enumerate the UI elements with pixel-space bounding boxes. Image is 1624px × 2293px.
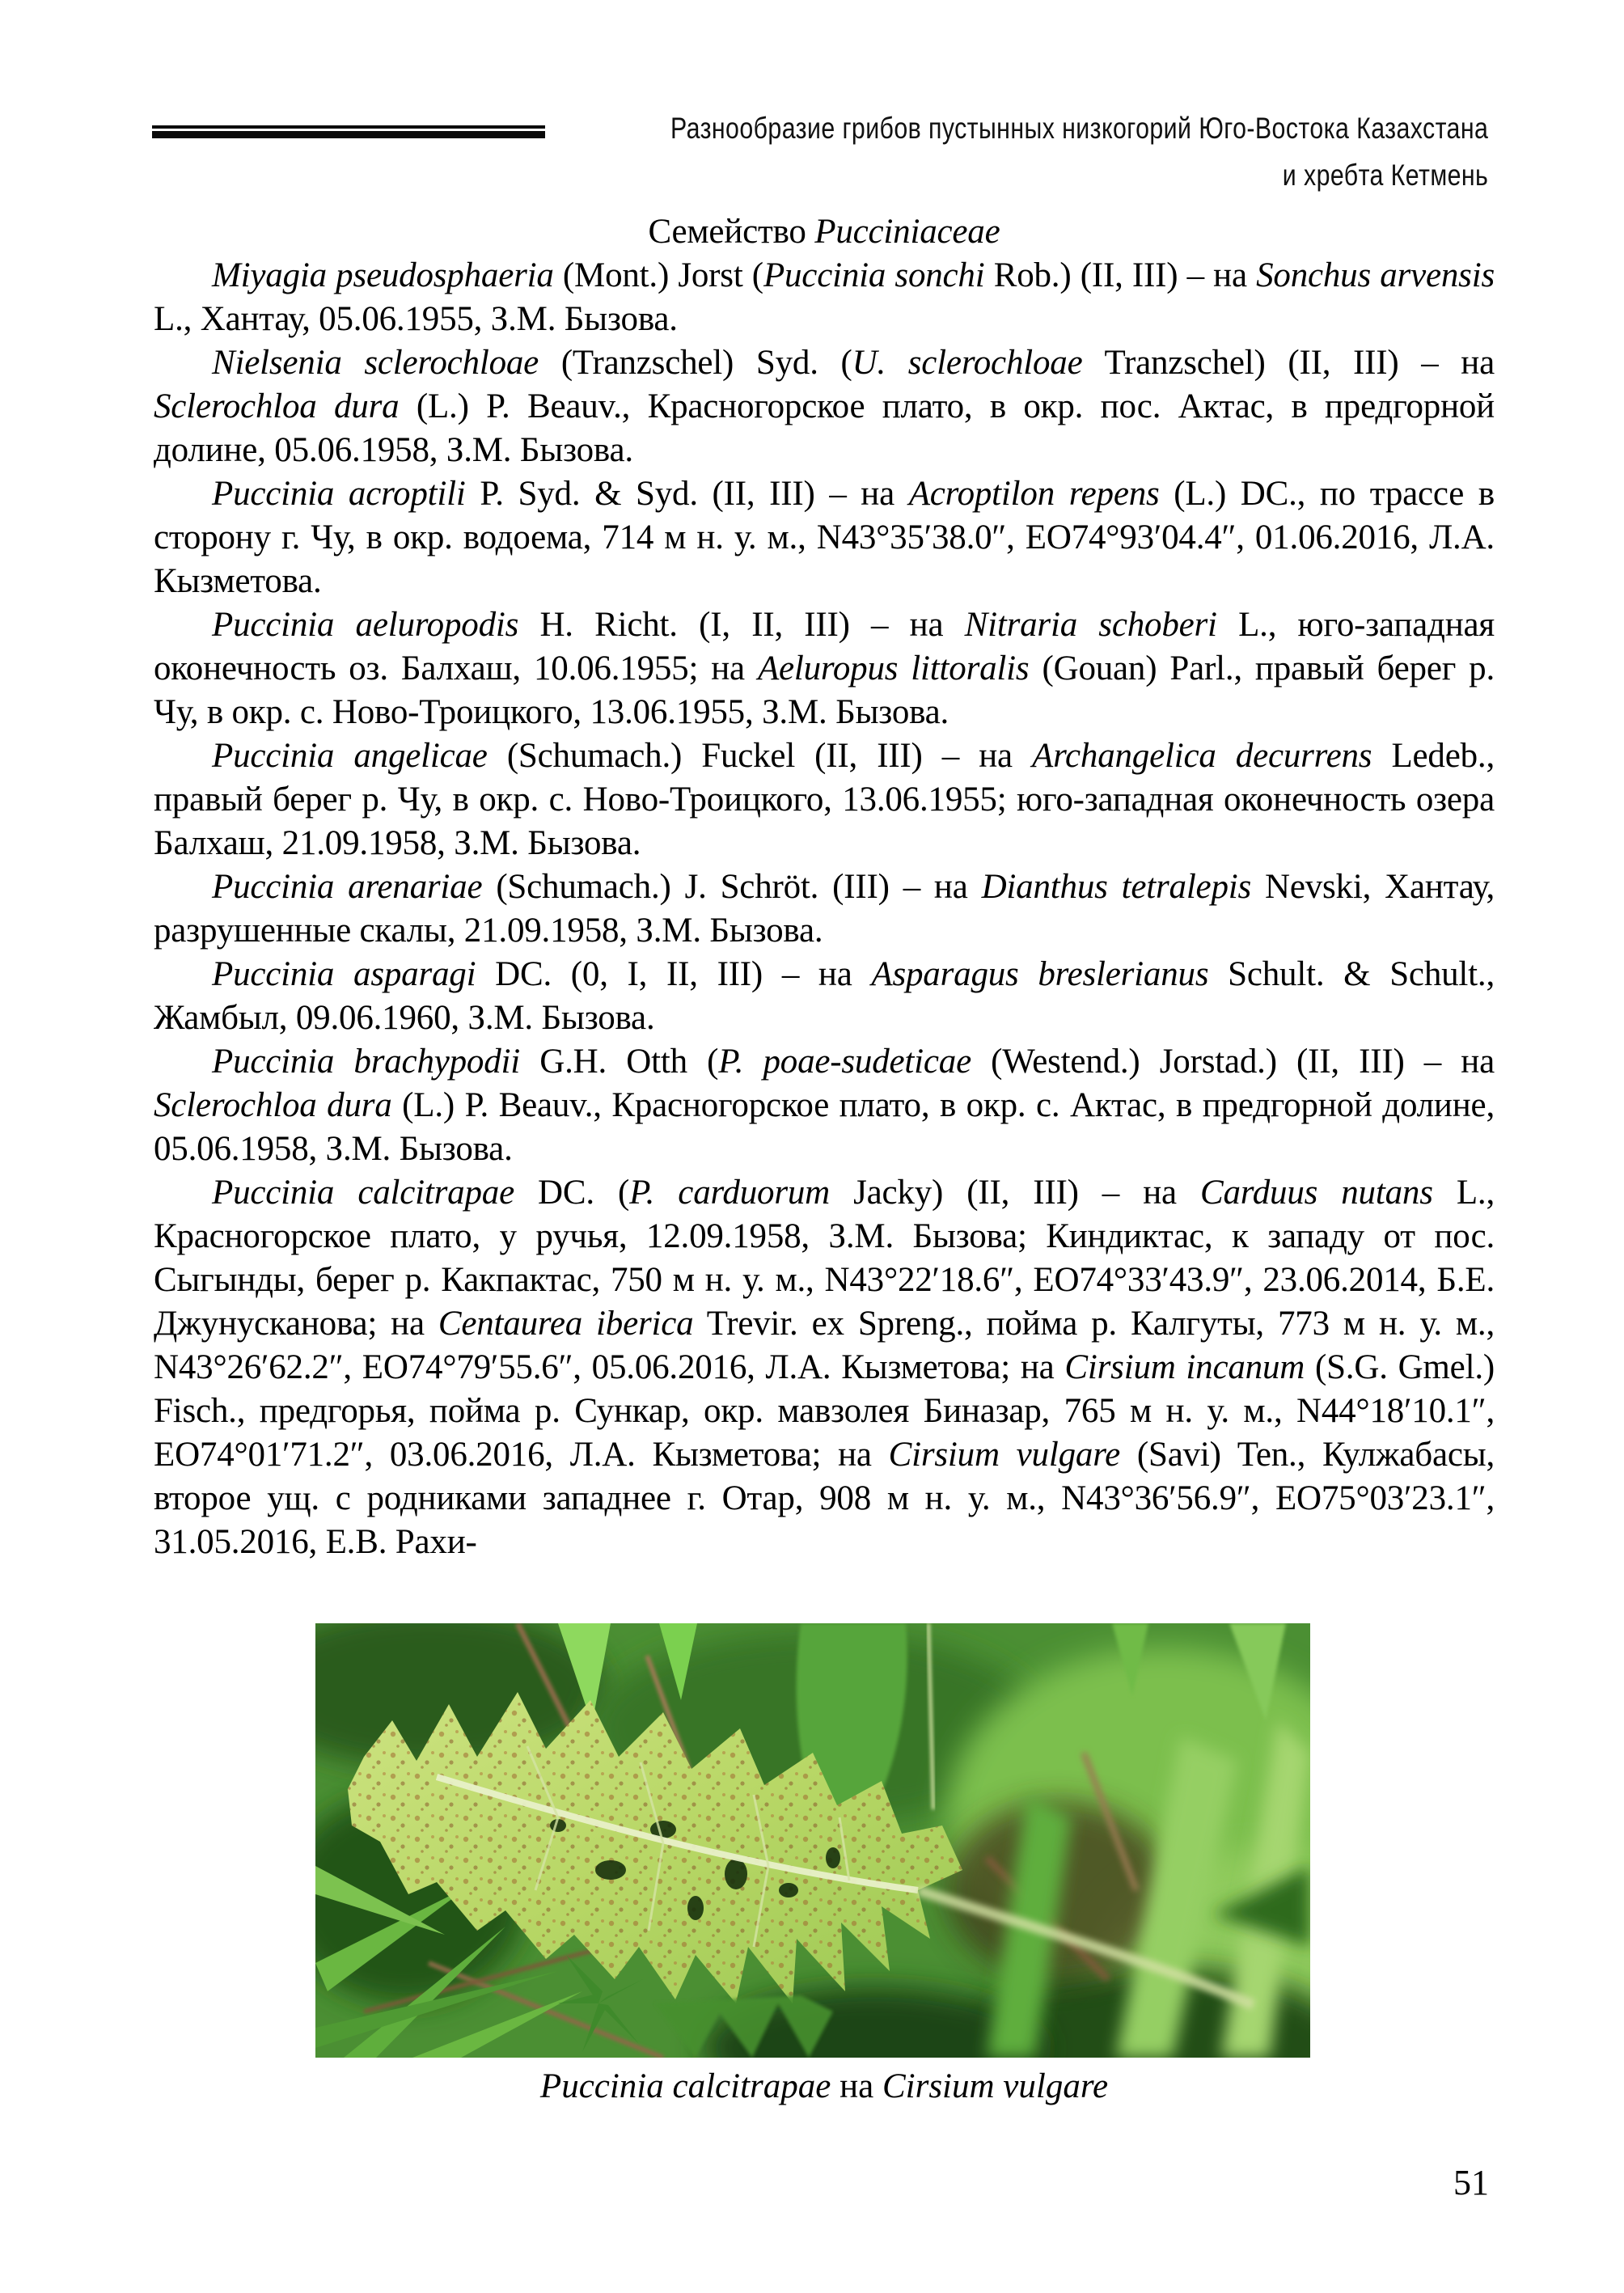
species-name: Cirsium vulgare — [882, 2067, 1109, 2105]
species-name: Miyagia pseudosphaeria — [212, 256, 554, 294]
species-name: Puccinia calcitrapae — [539, 2067, 831, 2105]
species-name: U. sclerochloae — [852, 344, 1083, 382]
text-run: (L.) P. Beauv., Красногорское плато, в окр. с. Актас, в предгорной долине, 05.06.1958, З.М. Бызова. — [154, 1086, 1495, 1168]
text-run: H. Richt. (I, II, III) – на — [518, 606, 965, 644]
paragraph — [154, 1040, 1495, 1171]
species-name: Carduus nutans — [1200, 1174, 1433, 1212]
header-rule-thin-line — [152, 125, 545, 129]
figure — [315, 1623, 1310, 2058]
text-run: (Gouan) Parl., правый берег р. Чу, в окр. с. Ново-Троицкого, 13.06.1955, З.М. Бызова. — [154, 649, 1495, 731]
running-header-line2: и хребта Кетмень — [1282, 159, 1488, 192]
text-run: (Savi) Ten., Кулжабасы, второе ущ. с родниками западнее г. Отар, 908 м н. у. м., N43°36′56.9″, EO75°03′23.1″, 31.05.2016, Е.В. Рахи- — [154, 1436, 1495, 1561]
text-run: L., Хантау, 05.06.1955, З.М. Бызова. — [154, 300, 678, 338]
species-name: Puccinia aeluropodis — [212, 606, 519, 644]
text-run: (Mont.) Jorst ( — [553, 256, 763, 294]
species-name: Nielsenia sclerochloae — [212, 344, 539, 382]
text-run: (Tranzschel) Syd. ( — [539, 344, 852, 382]
species-name: Cirsium vulgare — [888, 1436, 1121, 1474]
body-text — [154, 210, 1495, 1564]
paragraph — [154, 1171, 1495, 1564]
text-run: (Schumach.) J. Schröt. (III) – на — [482, 868, 982, 906]
species-name: Sclerochloa dura — [154, 387, 400, 425]
paragraph — [154, 341, 1495, 472]
text-run: Trevir. ex Spreng., пойма р. Калгуты, 773 м н. у. м., N43°26′62.2″, EO74°79′55.6″, 05.06.2016, Л.А. Кызметова; на — [154, 1305, 1495, 1386]
text-run: Jacky) (II, III) – на — [830, 1174, 1200, 1212]
species-name: P. poae-sudeticae — [718, 1043, 971, 1081]
species-name: Sclerochloa dura — [154, 1086, 392, 1124]
species-name: Nitraria schoberi — [964, 606, 1217, 644]
text-run: DC. (0, I, II, III) – на — [476, 955, 872, 993]
running-header — [670, 105, 1488, 199]
figure-caption — [154, 2065, 1495, 2109]
text-run: G.H. Otth ( — [520, 1043, 719, 1081]
paragraph — [154, 472, 1495, 603]
species-name: Sonchus arvensis — [1256, 256, 1495, 294]
paragraph — [154, 603, 1495, 734]
species-name: Pucciniaceae — [814, 213, 1000, 251]
leaf-photo — [315, 1623, 1310, 2058]
species-name: Dianthus tetralepis — [981, 868, 1252, 906]
species-name: Archangelica decurrens — [1032, 737, 1372, 775]
species-name: Puccinia angelicae — [212, 737, 488, 775]
species-name: Puccinia acroptili — [212, 475, 466, 513]
text-run: P. Syd. & Syd. (II, III) – на — [465, 475, 909, 513]
text-run: L., юго-западная оконечность оз. Балхаш, 10.06.1955; на — [154, 606, 1495, 687]
species-name: Acroptilon repens — [908, 475, 1160, 513]
paragraph — [154, 734, 1495, 865]
species-name: Asparagus breslerianus — [871, 955, 1209, 993]
species-name: Centaurea iberica — [438, 1305, 694, 1343]
text-run: (Schumach.) Fuckel (II, III) – на — [487, 737, 1033, 775]
species-name: Puccinia calcitrapae — [212, 1174, 514, 1212]
text-run: Tranzschel) (II, III) – на — [1082, 344, 1495, 382]
species-name: Puccinia arenariae — [212, 868, 483, 906]
species-name: Aeluropus littoralis — [757, 649, 1030, 687]
text-run: Nevski, Хантау, разрушенные скалы, 21.09.1958, З.М. Бызова. — [154, 868, 1495, 950]
text-run: (L.) DC., по трассе в сторону г. Чу, в окр. водоема, 714 м н. у. м., N43°35′38.0″, EO74°93′04.4″, 01.06.2016, Л.А. Кызметова. — [154, 475, 1495, 600]
text-run: (Westend.) Jorstad.) (II, III) – на — [971, 1043, 1495, 1081]
species-name: Puccinia sonchi — [763, 256, 985, 294]
page-number: 51 — [1453, 2163, 1489, 2202]
text-run: DC. ( — [514, 1174, 630, 1212]
text-run: на — [831, 2067, 882, 2105]
text-run: Rob.) (II, III) – на — [984, 256, 1257, 294]
header-rule-thick-line — [152, 131, 545, 138]
species-name: P. carduorum — [629, 1174, 831, 1212]
text-run: (L.) P. Beauv., Красногорское плато, в окр. пос. Актас, в предгорной долине, 05.06.1958, З.М. Бызова. — [154, 387, 1495, 469]
species-name: Puccinia brachypodii — [212, 1043, 521, 1081]
paragraph — [154, 953, 1495, 1040]
paragraph — [154, 254, 1495, 341]
header-rule — [152, 125, 545, 138]
text-run: Schult. & Schult., Жамбыл, 09.06.1960, З.М. Бызова. — [154, 955, 1495, 1037]
text-run: L., Красногорское плато, у ручья, 12.09.1958, З.М. Бызова; Киндиктас, к западу от пос. Сыгынды, берег р. Какпактас, 750 м н. у. м., N43°22′18.6″, EO74°33′43.9″, 23.06.2014, Б.Е. Джунусканова; на — [154, 1174, 1495, 1343]
text-run: (S.G. Gmel.) Fisch., предгорья, пойма р. Сункар, окр. мавзолея Биназар, 765 м н. у. м., N44°18′10.1″, EO74°01′71.2″, 03.06.2016, Л.А. Кызметова; на — [154, 1348, 1495, 1474]
text-run: Ledeb., правый берег р. Чу, в окр. с. Ново-Троицкого, 13.06.1955; юго-западная оконечность озера Балхаш, 21.09.1958, З.М. Бызова. — [154, 737, 1495, 862]
species-name: Puccinia asparagi — [212, 955, 476, 993]
running-header-line1: Разнообразие грибов пустынных низкогорий Юго-Востока Казахстана — [670, 112, 1488, 145]
species-name: Cirsium incanum — [1064, 1348, 1305, 1386]
section-heading — [154, 210, 1495, 254]
text-run: Семейство — [648, 213, 815, 251]
paragraph — [154, 865, 1495, 953]
